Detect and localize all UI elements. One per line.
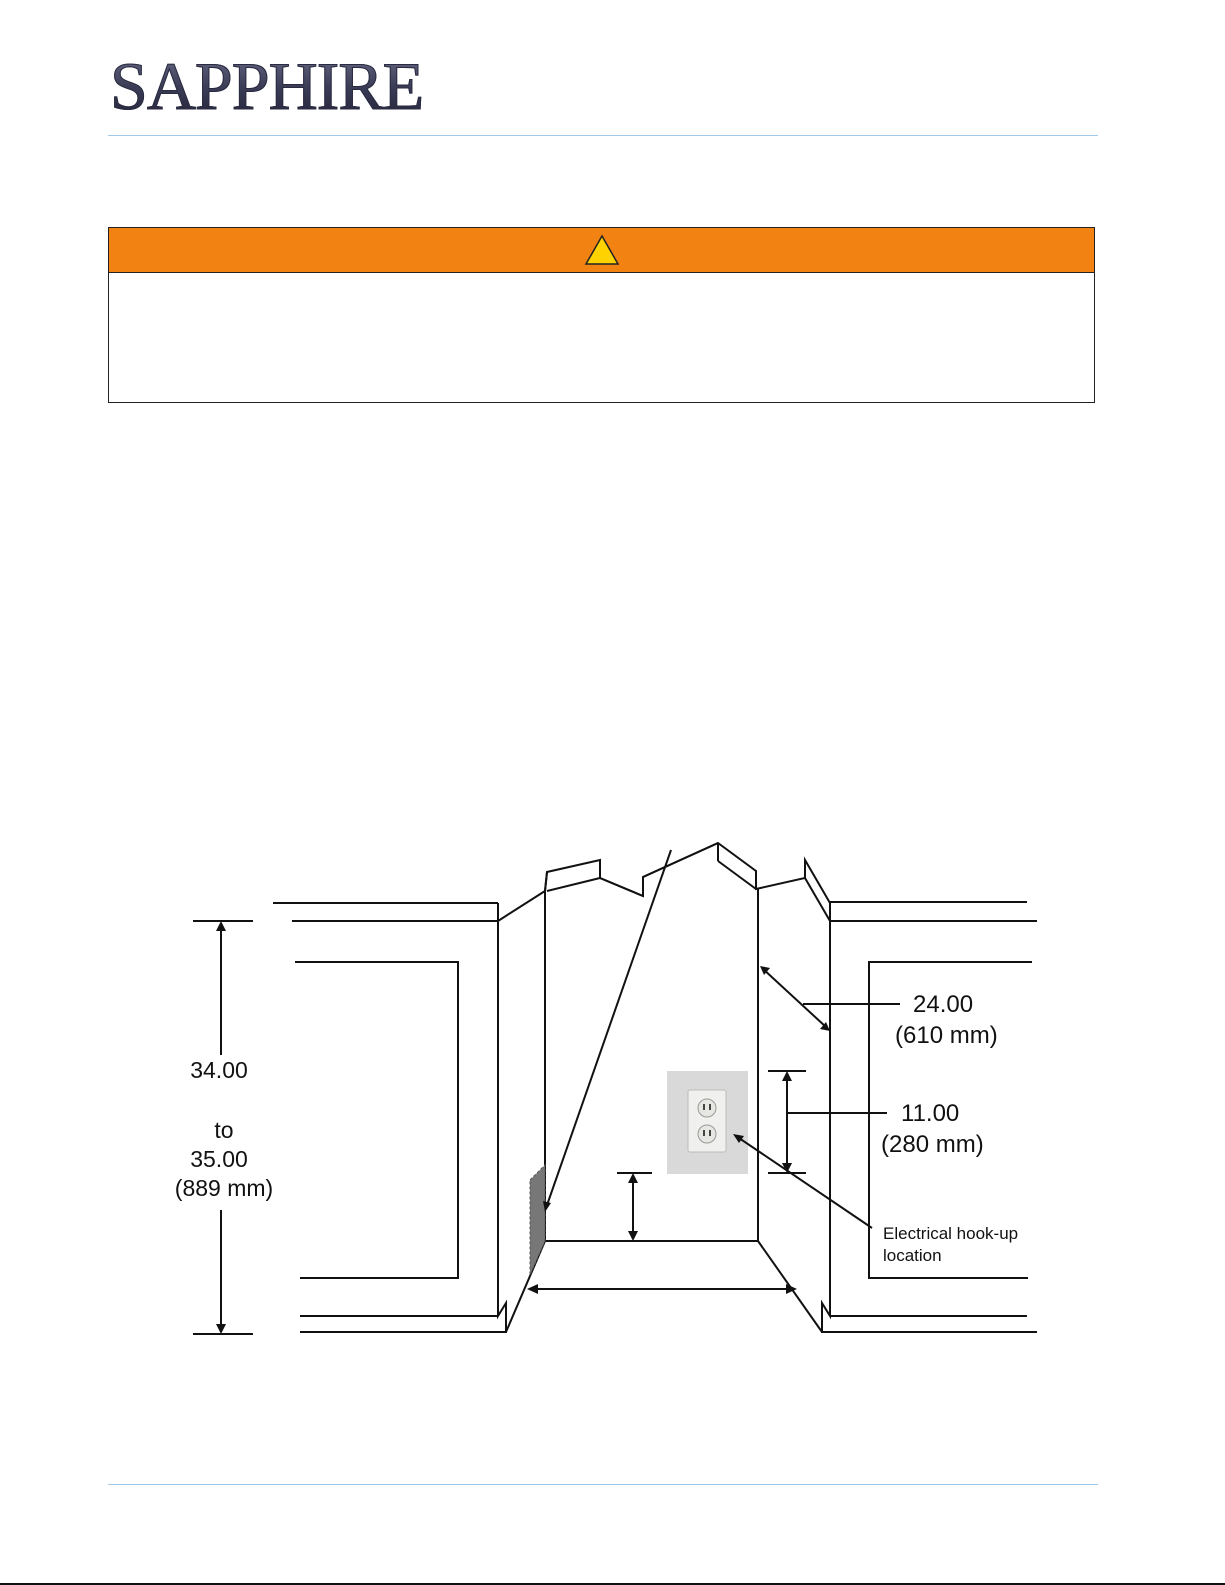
broken-countertop-edge: [498, 843, 830, 921]
hookup-leader: [736, 1136, 872, 1228]
height-label-1: 34.00: [190, 1057, 248, 1083]
hookup-label-1: Electrical hook-up: [883, 1224, 1019, 1243]
side-panel-hatch: [530, 1165, 545, 1275]
outlet-label-1: 11.00: [901, 1100, 960, 1127]
hookup-label-2: location: [883, 1246, 942, 1265]
left-cabinet-door: [295, 962, 458, 1278]
depth-dimension: [762, 968, 826, 1027]
brand-logo: SAPPHIRE: [110, 48, 424, 124]
left-cabinet-side: [300, 921, 506, 1332]
footer-divider: [108, 1484, 1098, 1485]
height-label-4: (889 mm): [174, 1175, 274, 1201]
outlet-socket-bottom: [698, 1125, 716, 1143]
depth-label-2: (610 mm): [895, 1022, 998, 1049]
outlet-label-2: (280 mm): [881, 1131, 984, 1158]
outlet-socket-top: [698, 1099, 716, 1117]
height-label-3: 35.00: [190, 1146, 248, 1172]
depth-label-1: 24.00: [913, 991, 974, 1018]
height-label-2: to: [214, 1117, 234, 1143]
side-panel-leader: [546, 850, 671, 1208]
